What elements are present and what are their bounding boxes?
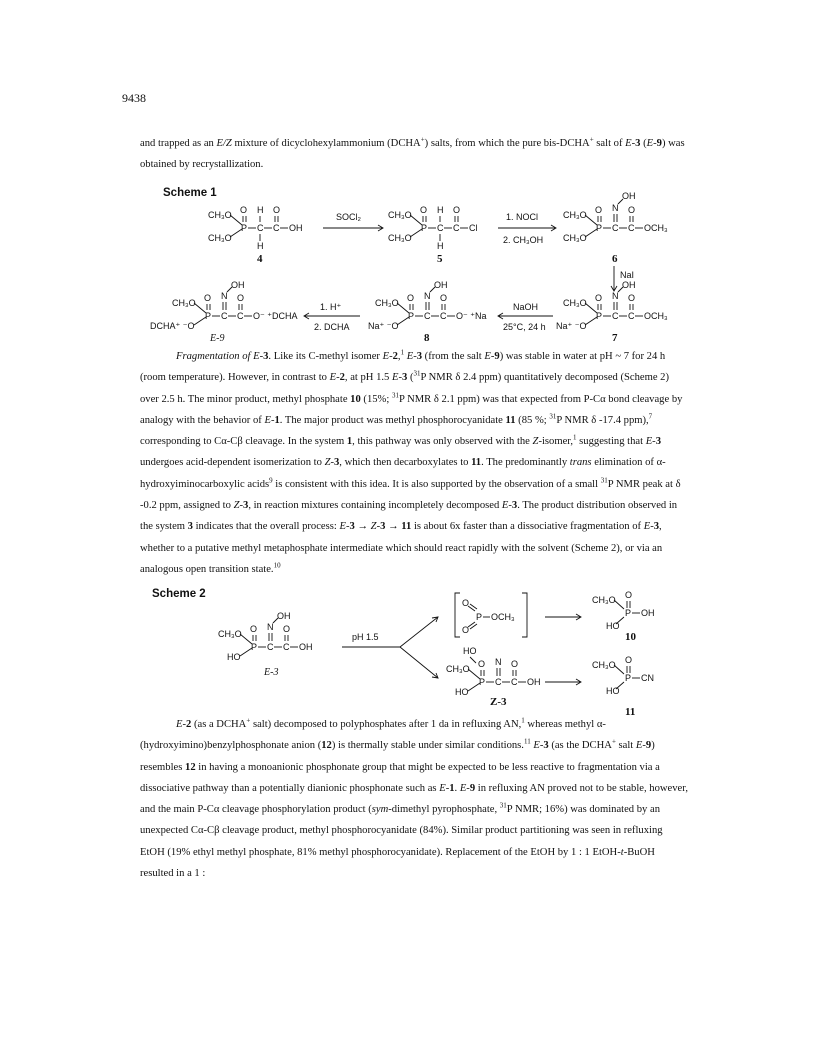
atom-label: N [267, 622, 274, 632]
text-run: . The predominantly [481, 457, 570, 469]
atom-label: C [453, 223, 460, 233]
atom-label: OH [641, 608, 655, 618]
atom-label: Cl [469, 223, 478, 233]
text-run: 9 [469, 782, 476, 794]
text-run: - [650, 521, 654, 533]
atom-label: CH₃O [375, 298, 399, 308]
atom-label: CN [641, 673, 654, 683]
atom-label: CH₃O [388, 210, 412, 220]
text-run: Fragmentation of [176, 351, 254, 362]
text-run: 9 [494, 351, 500, 362]
atom-label: O [462, 625, 470, 635]
text-run: , this pathway was only observed with the [352, 436, 533, 448]
atom-label: CH₃O [563, 233, 587, 243]
text-run: 2 [339, 372, 345, 384]
text-run: - [330, 457, 334, 469]
methyl-metaphosphate-intermediate [455, 593, 527, 637]
atom-label: P [479, 677, 486, 687]
text-run: whereas methyl α-(hydroxyimino)benzylphosphonate anion ( [140, 719, 606, 752]
text-run: ) salts, from which the pure bis-DCHA [424, 138, 590, 149]
text-run: (as a DCHA [191, 719, 247, 730]
compound-E3-structure [218, 611, 313, 678]
text-run: . [454, 782, 460, 794]
scheme-1-title: Scheme 1 [163, 187, 217, 199]
text-run: 31 [391, 391, 399, 400]
text-run: E [645, 436, 653, 448]
atom-label: CH₃O [172, 298, 196, 308]
atom-label: C [283, 642, 290, 652]
text-run: - [389, 351, 393, 362]
atom-label: P [596, 311, 603, 321]
text-run: E [501, 500, 509, 512]
atom-label: CH₃O [592, 660, 616, 670]
text-run: , [397, 351, 401, 362]
text-run: 3 [635, 138, 641, 149]
atom-label: H [257, 205, 264, 215]
atom-label: O⁻ ⁺Na [456, 311, 487, 321]
text-run: salt) decomposed to polyphosphates after 1 da in refluxing AN, [250, 719, 522, 730]
text-run: t [620, 846, 624, 858]
atom-label: HO [455, 687, 469, 697]
text-run: - [539, 740, 544, 752]
atom-label: O [250, 624, 258, 634]
atom-label: OH [622, 280, 636, 290]
atom-label: OH [434, 280, 448, 290]
text-run: 1 [400, 348, 405, 357]
text-run: - [259, 351, 264, 362]
atom-label: C [437, 223, 444, 233]
text-run: 12 [185, 761, 196, 773]
atom-label: CH₃O [592, 595, 616, 605]
text-run: E [625, 138, 632, 149]
atom-label: OH [299, 642, 313, 652]
text-run: , at pH 1.5 [344, 372, 392, 384]
text-run: (15%; [360, 393, 392, 405]
atom-label: O [420, 205, 428, 215]
compound-label-8: 8 [424, 332, 430, 344]
text-run: E [176, 719, 183, 730]
text-run: Z [370, 521, 377, 533]
atom-label: P [476, 612, 483, 622]
text-run: 3 [402, 372, 408, 384]
text-run: 2 [186, 719, 192, 730]
text-run: salt [615, 740, 636, 752]
text-run: ) was obtained by recrystallization. [140, 138, 685, 171]
atom-label: C [221, 311, 228, 321]
text-run: E [382, 351, 390, 362]
text-run: in having a monoanionic phosphonate group that might be expected to be less reactive to fragmentation via a dissociative pathway than a potentially dianionic phosphonate such as [140, 761, 660, 794]
atom-label: H [437, 241, 444, 251]
atom-label: C [612, 223, 619, 233]
text-run: E [253, 351, 260, 362]
text-run: 11 [401, 521, 412, 533]
text-run: - [398, 372, 403, 384]
reagent-label: NaI [620, 270, 635, 280]
atom-label: O [273, 205, 281, 215]
text-run: 31 [499, 801, 507, 810]
text-run: E [646, 138, 654, 149]
text-run: P NMR δ 2.4 ppm) quantitatively decomposed (Scheme 2) over 2.5 h. The minor product, methyl phosphate [140, 372, 670, 405]
text-run: 3 [380, 521, 386, 533]
atom-label: P [421, 223, 428, 233]
atom-label: C [257, 223, 264, 233]
text-run: sym [371, 804, 389, 816]
text-run: 3 [243, 500, 249, 512]
text-run: - [652, 436, 656, 448]
compound-label-4: 4 [257, 253, 263, 265]
atom-label: P [241, 223, 248, 233]
text-run: - [490, 351, 495, 362]
atom-label: Na⁺ ⁻O [368, 321, 399, 331]
atom-label: O [204, 293, 212, 303]
reagent-label: 25°C, 24 h [503, 322, 546, 332]
text-run: 3 [334, 457, 340, 469]
reagent-label: 1. NOCl [506, 212, 539, 222]
text-run: . Like its C-methyl isomer [268, 351, 383, 362]
text-run: E [406, 351, 414, 362]
text-run: undergoes acid-dependent isomerization to [140, 457, 325, 469]
text-run: ) resembles [140, 740, 655, 773]
text-run: 3 [263, 351, 269, 362]
atom-label: O [595, 293, 603, 303]
text-run: E [643, 521, 651, 533]
text-run: E/Z [216, 138, 232, 149]
text-run: - [445, 782, 450, 794]
atom-label: O [407, 293, 415, 303]
atom-label: OH [289, 223, 303, 233]
atom-label: O⁻ ⁺DCHA [253, 311, 298, 321]
text-run: 3 [543, 740, 549, 752]
reagent-label: NaOH [513, 302, 539, 312]
reagent-label: SOCl₂ [336, 212, 361, 222]
text-run: ( [640, 138, 647, 149]
atom-label: HO [606, 621, 620, 631]
reagent-label: 1. H⁺ [320, 302, 342, 312]
text-run: 31 [600, 476, 608, 485]
text-run: elimination of α-hydroxyiminocarboxylic acids [140, 457, 666, 490]
atom-label: P [625, 608, 632, 618]
text-run: E [329, 372, 337, 384]
atom-label: O [240, 205, 248, 215]
atom-label: P [596, 223, 603, 233]
atom-label: CH₃O [446, 664, 470, 674]
text-run: E [484, 351, 491, 362]
text-run: ) was stable in water at pH ~ 7 for 24 h (room temperature). However, in contrast to [140, 351, 666, 384]
text-run: - [336, 372, 340, 384]
atom-label: OCH₃ [491, 612, 515, 622]
text-run: 11 [523, 737, 531, 746]
atom-label: H [257, 241, 264, 251]
atom-label: N [221, 291, 228, 301]
atom-label: O [440, 293, 448, 303]
atom-label: CH₃O [563, 210, 587, 220]
text-run: 10 [350, 393, 361, 405]
atom-label: OCH₃ [644, 311, 668, 321]
atom-label: C [424, 311, 431, 321]
atom-label: O [595, 205, 603, 215]
text-run: and trapped as an [140, 138, 217, 149]
atom-label: H [437, 205, 444, 215]
text-run: E [439, 782, 446, 794]
text-run: - [182, 719, 187, 730]
text-run: 1 [274, 414, 280, 426]
text-run: (as the DCHA [548, 740, 612, 752]
atom-label: P [251, 642, 258, 652]
compound-10-structure [592, 590, 655, 643]
text-run: E [339, 521, 346, 533]
atom-label: OH [622, 191, 636, 201]
atom-label: O [453, 205, 461, 215]
atom-label: CH₃O [563, 298, 587, 308]
text-run: → [354, 521, 371, 533]
text-run: Z [233, 500, 240, 512]
atom-label: C [628, 311, 635, 321]
text-run: P NMR; 16%) was dominated by an unexpected Cα-Cβ cleavage product, methyl phosphorocyanidate (84%). Similar product partitioning was seen in refluxing EtOH (19% ethyl methyl phosphate, 81% methyl phosphorocyanidate). Replacement of the EtOH by 1 : 1 EtOH- [140, 804, 663, 858]
text-run: 11 [505, 414, 516, 426]
atom-label: O [625, 655, 633, 665]
atom-label: N [612, 291, 619, 301]
text-run: 9 [269, 476, 273, 485]
atom-label: C [612, 311, 619, 321]
compound-Z3-structure [446, 646, 541, 708]
text-run: - [466, 782, 470, 794]
page-number: 9438 [122, 91, 146, 105]
text-run: 31 [549, 412, 557, 421]
atom-label: P [205, 311, 212, 321]
atom-label: O [462, 598, 470, 608]
atom-label: C [267, 642, 274, 652]
atom-label: N [424, 291, 431, 301]
text-run: 3 [511, 500, 518, 512]
text-run: , which then decarboxylates to [339, 457, 472, 469]
atom-label: O [283, 624, 291, 634]
text-run: 3 [655, 436, 661, 448]
text-run: 2 [392, 351, 398, 362]
text-run: E [392, 372, 399, 384]
reagent-label: 2. DCHA [314, 322, 350, 332]
atom-label: N [495, 657, 502, 667]
text-run: ) is thermally stable under similar conditions. [331, 740, 524, 752]
atom-label: C [237, 311, 244, 321]
text-run: trans [569, 457, 592, 469]
text-run: 1 [521, 716, 525, 725]
text-run: - [376, 521, 381, 533]
atom-label: OH [277, 611, 291, 621]
text-run: - [345, 521, 350, 533]
text-run: in refluxing AN proved not to be stable, however, and the main P-Cα cleavage phosphorylation product ( [140, 782, 688, 816]
atom-label: C [273, 223, 280, 233]
text-run: -BuOH resulted in a 1 : [140, 846, 655, 880]
atom-label: P [408, 311, 415, 321]
atom-label: Na⁺ ⁻O [556, 321, 587, 331]
text-run: Z [532, 436, 539, 448]
text-run: 3 [187, 521, 193, 533]
atom-label: CH₃O [388, 233, 412, 243]
compound-11-structure [592, 655, 654, 718]
atom-label: C [440, 311, 447, 321]
text-run: E [635, 740, 643, 752]
atom-label: CH₃O [218, 629, 242, 639]
text-run: Z [324, 457, 331, 469]
text-run: - [413, 351, 417, 362]
text-run: 1 [449, 782, 455, 794]
text-run: mixture of dicyclohexylammonium (DCHA [231, 138, 421, 149]
atom-label: O [478, 659, 486, 669]
text-run: is about 6x faster than a dissociative fragmentation of [411, 521, 644, 533]
atom-label: HO [463, 646, 477, 656]
text-run: 9 [645, 740, 652, 752]
text-run: -dimethyl pyrophosphate, [388, 804, 500, 816]
text-run: ( [407, 372, 414, 384]
atom-label: C [511, 677, 518, 687]
compound-label-E3: E-3 [264, 667, 279, 678]
compound-label-7: 7 [612, 332, 618, 344]
text-run: + [611, 737, 616, 746]
text-run: 9 [656, 138, 662, 149]
text-run: - [642, 740, 646, 752]
atom-label: O [628, 293, 636, 303]
atom-label: HO [606, 686, 620, 696]
text-run: , whether to a putative methyl metaphosphate intermediate which should react rapidly with the solvent (Scheme 2), or via an analogous open transition state. [140, 521, 663, 575]
compound-label-11: 11 [625, 706, 636, 718]
text-run: corresponding to Cα-Cβ cleavage. In the system [140, 436, 347, 448]
text-run: -isomer, [538, 436, 574, 448]
text-run: + [589, 135, 594, 144]
text-run: 7 [648, 412, 653, 421]
text-run: 11 [471, 457, 482, 469]
atom-label: C [628, 223, 635, 233]
atom-label: HO [227, 652, 241, 662]
atom-label: DCHA⁺ ⁻O [150, 321, 195, 331]
text-run: 3 [653, 521, 660, 533]
text-run: suggesting that [576, 436, 646, 448]
text-run: . The major product was methyl phosphorocyanidate [279, 414, 506, 426]
atom-label: CH₃O [208, 210, 232, 220]
text-run: P NMR δ -17.4 ppm), [556, 414, 649, 426]
compound-label-E9: E-9 [210, 333, 225, 344]
text-run: 3 [416, 351, 423, 362]
text-run: E [533, 740, 540, 752]
text-run: is consistent with this idea. It is also supported by the observation of a small [272, 478, 601, 490]
text-run: indicates that the overall process: [192, 521, 340, 533]
reagent-label: pH 1.5 [352, 632, 379, 642]
reagent-label: 2. CH₃OH [503, 235, 544, 245]
atom-label: OH [231, 280, 245, 290]
atom-label: O [237, 293, 245, 303]
atom-label: O [628, 205, 636, 215]
atom-label: CH₃O [208, 233, 232, 243]
compound-label-10: 10 [625, 631, 636, 643]
text-run: salt of [593, 138, 626, 149]
text-run: - [631, 138, 636, 149]
text-run: 1 [573, 433, 577, 442]
text-run: 31 [413, 369, 421, 378]
text-run: + [420, 135, 425, 144]
text-run: 1 [346, 436, 353, 448]
scheme-2-title: Scheme 2 [152, 588, 206, 600]
paragraph-thermal-stability [140, 714, 688, 884]
text-run: E [459, 782, 467, 794]
text-run: - [508, 500, 512, 512]
text-run: + [246, 716, 251, 725]
compound-label-6: 6 [612, 253, 618, 265]
text-run: → [385, 521, 402, 533]
compound-label-Z3: Z-3 [490, 696, 507, 708]
atom-label: OCH₃ [644, 223, 668, 233]
atom-label: OH [527, 677, 541, 687]
atom-label: O [511, 659, 519, 669]
text-run: 10 [273, 561, 281, 570]
compound-label-5: 5 [437, 253, 443, 265]
text-run: 12 [321, 740, 332, 752]
atom-label: O [625, 590, 633, 600]
text-run: P NMR peak at δ -0.2 ppm, assigned to [140, 478, 681, 512]
text-run: E [264, 414, 271, 426]
text-run: 3 [349, 521, 355, 533]
text-run: . The product distribution observed in the system [140, 500, 678, 533]
atom-label: C [495, 677, 502, 687]
text-run: - [239, 500, 244, 512]
text-run: (85 %; [515, 414, 550, 426]
text-run: (from the salt [422, 351, 485, 362]
atom-label: N [612, 203, 619, 213]
text-run: , in reaction mixtures containing incompletely decomposed [248, 500, 502, 512]
text-run: P NMR δ 2.1 ppm) was that expected from P-Cα bond cleavage by analogy with the behavior of [140, 393, 683, 426]
text-run: - [653, 138, 657, 149]
atom-label: P [625, 673, 632, 683]
text-run: - [270, 414, 275, 426]
